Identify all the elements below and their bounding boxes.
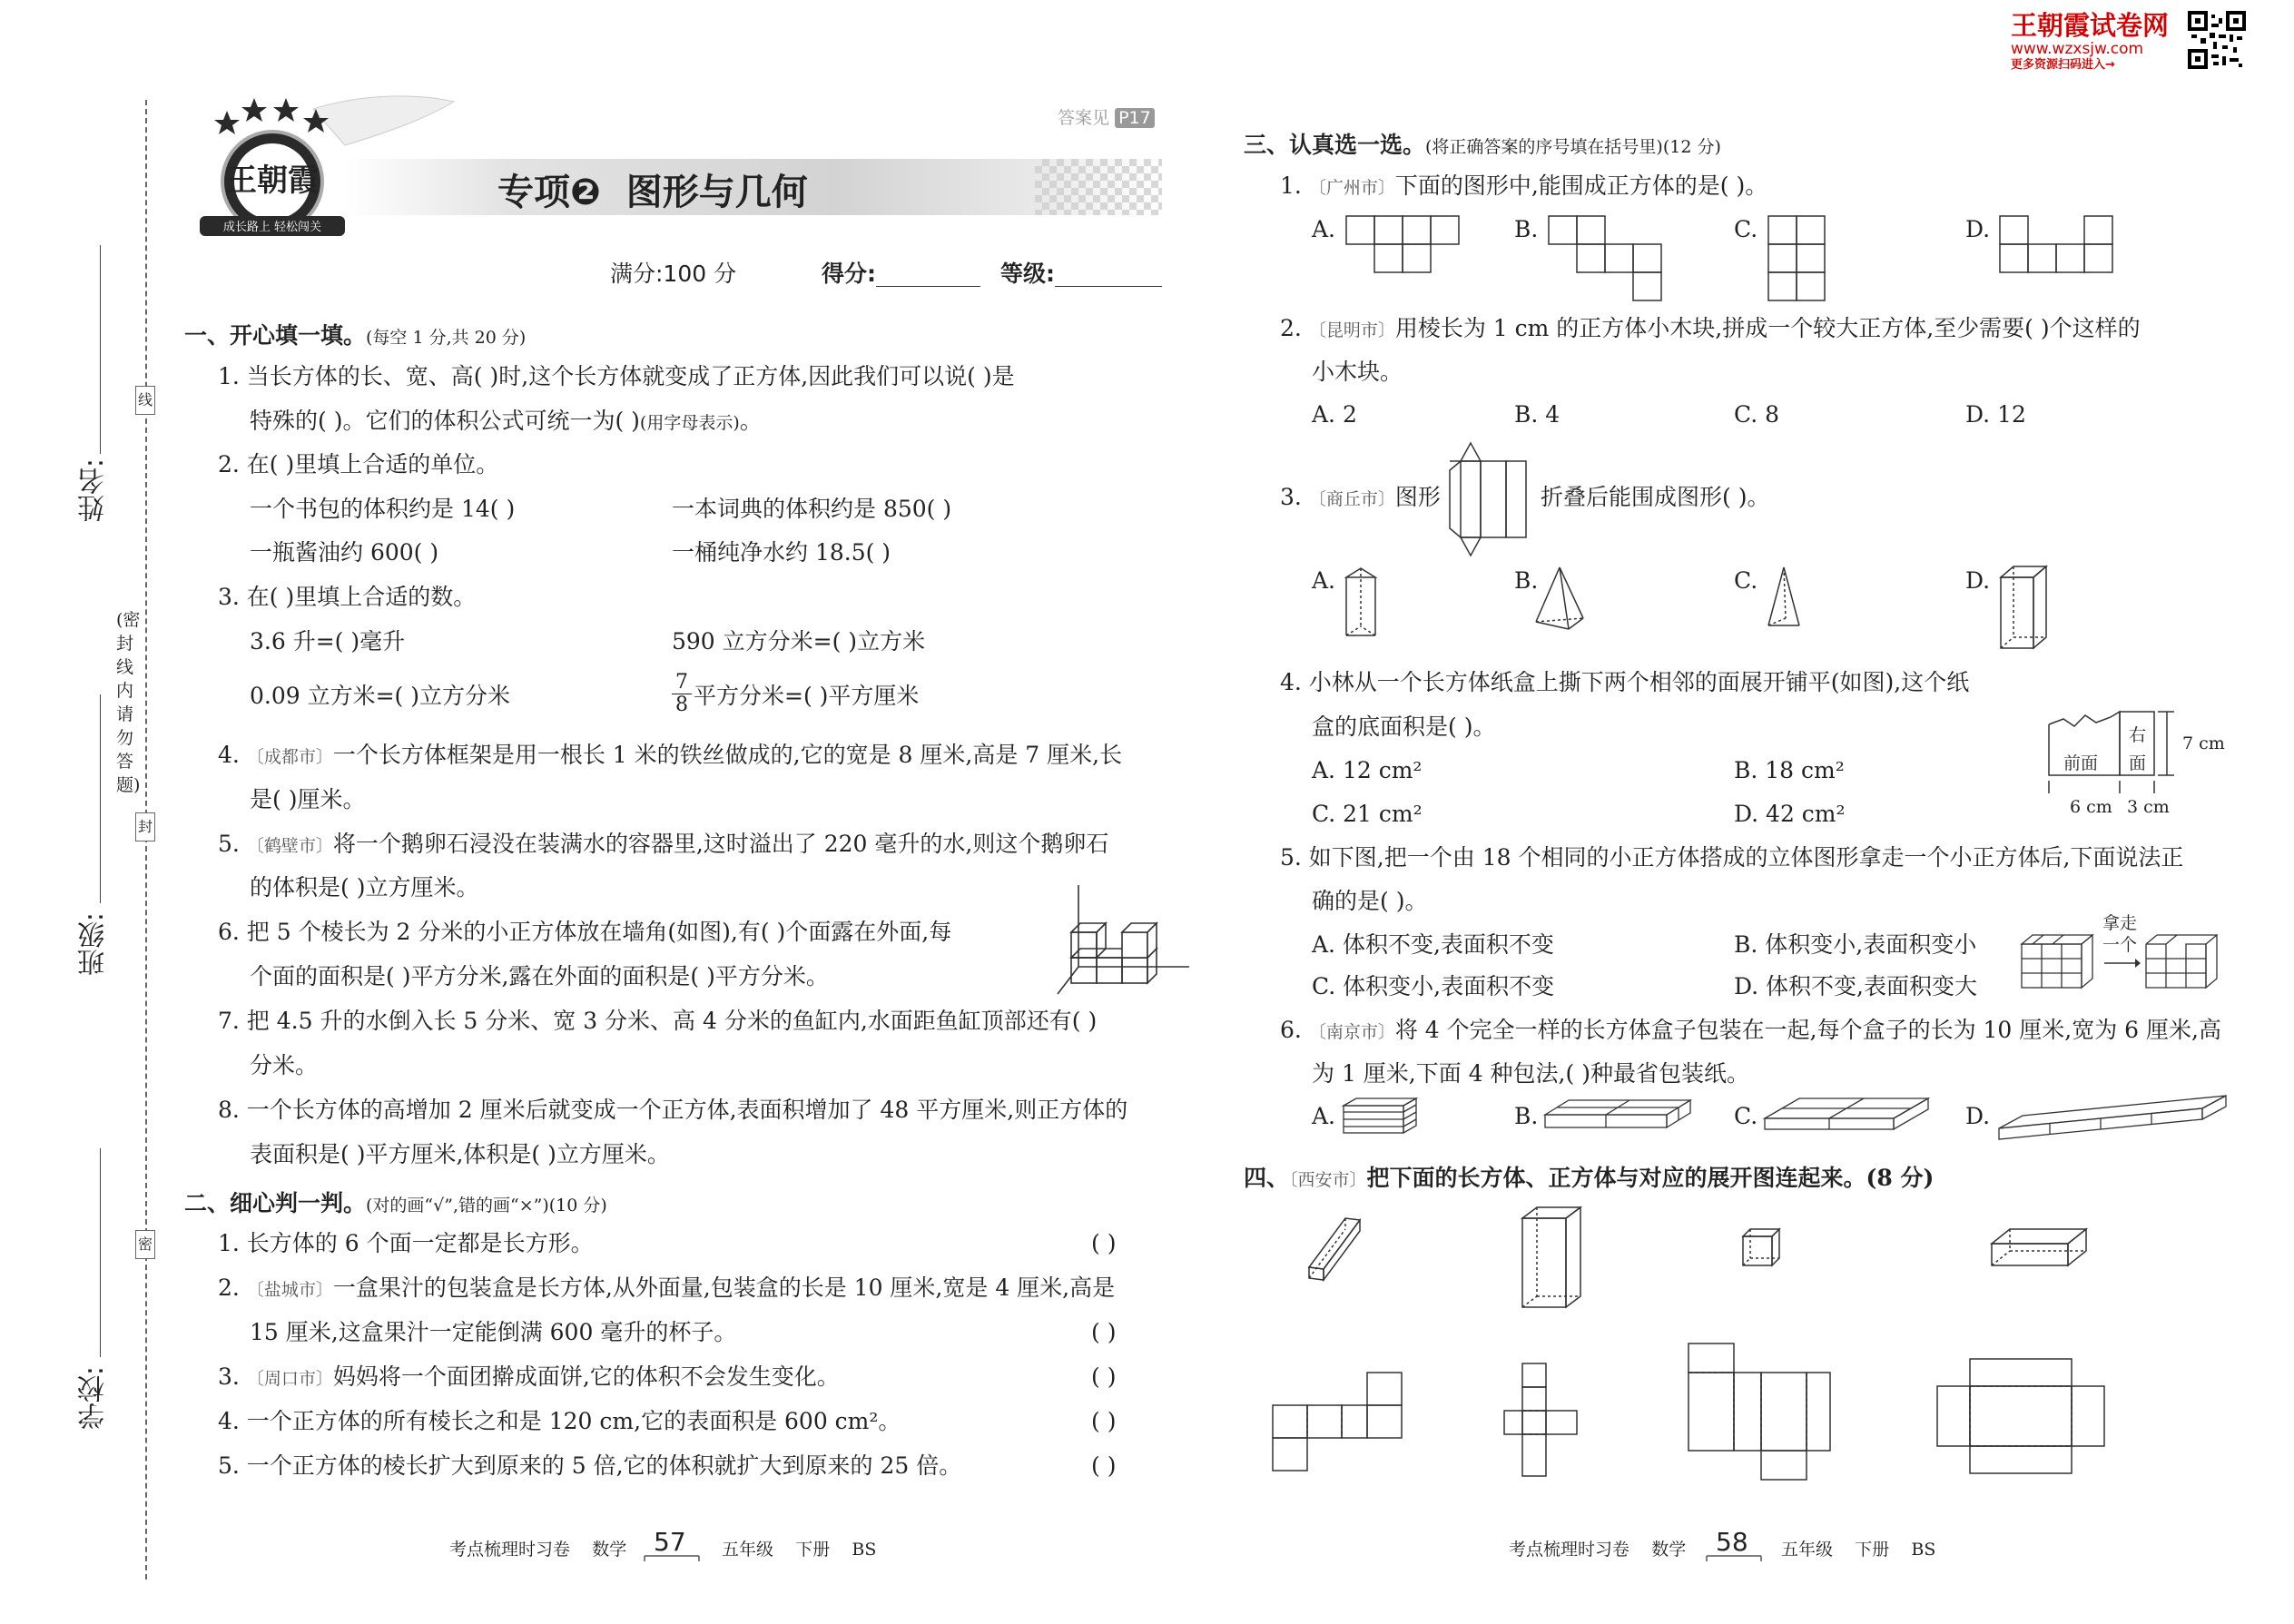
s1-q2c: 一瓶酱油约 600( ) xyxy=(250,539,439,566)
s3-q4-opt-a[interactable]: A. 12 cm² xyxy=(1312,757,1423,783)
s3-q3-region: 〔商丘市〕 xyxy=(1308,489,1395,509)
s3-q5-cubes-before xyxy=(2020,933,2097,989)
s3-q4-opt-c[interactable]: C. 21 cm² xyxy=(1312,801,1423,827)
s3-q6-opt-a[interactable]: A. xyxy=(1312,1103,1336,1129)
section2-title xyxy=(184,1186,607,1218)
s1-q3d: 平方分米=( )平方厘米 xyxy=(694,683,920,709)
s3-q4-opt-b[interactable]: B. 18 cm² xyxy=(1734,757,1845,783)
s3-q3-shape-a xyxy=(1341,565,1381,642)
s1-q6-line2: 个面的面积是( )平方分米,露在外面的面积是( )平方分米。 xyxy=(250,963,829,989)
s3-q2-opt-b[interactable]: B. 4 xyxy=(1514,401,1561,428)
s3-q4-right-label-2: 面 xyxy=(2129,753,2147,773)
section4-heading: 把下面的长方体、正方体与对应的展开图连起来。(8 分) xyxy=(1366,1165,1935,1191)
footer-right-grade xyxy=(1781,1536,1935,1560)
s2-q2-line2: 15 厘米,这盒果汁一定能倒满 600 毫升的杯子。 xyxy=(250,1319,737,1345)
s1-q5-text: 将一个鹅卵石浸没在装满水的容器里,这时溢出了 220 毫升的水,则这个鹅卵石 xyxy=(332,831,1109,857)
s3-q3-prism-net xyxy=(1450,443,1531,556)
s3-q5-opt-b[interactable]: B. 体积变小,表面积变小 xyxy=(1734,931,1977,958)
s2-q5: 5. 一个正方体的棱长扩大到原来的 5 倍,它的体积就扩大到原来的 25 倍。 xyxy=(218,1452,962,1479)
footer-book-right: 考点梳理时习卷 xyxy=(1509,1540,1630,1560)
section4-title xyxy=(1244,1160,1934,1193)
fraction-denominator: 8 xyxy=(675,694,688,716)
s3-q2-opt-a[interactable]: A. 2 xyxy=(1312,401,1357,428)
s3-q4-right-label-1: 右 xyxy=(2129,725,2147,745)
full-score: 满分:100 分 xyxy=(610,261,737,287)
footer-edition-right: BS xyxy=(1911,1540,1936,1560)
s3-q6-pack-d xyxy=(1997,1094,2229,1147)
s2-q4-answer[interactable]: ( ) xyxy=(1091,1408,1117,1434)
s3-q4-width2-label: 3 cm xyxy=(2127,797,2170,817)
title-text: 图形与几何 xyxy=(625,172,808,213)
s1-q8-line2: 表面积是( )平方厘米,体积是( )立方厘米。 xyxy=(250,1141,670,1167)
checker-pattern xyxy=(1035,159,1162,215)
s3-q4-height-label: 7 cm xyxy=(2182,733,2225,753)
fraction-numerator: 7 xyxy=(672,672,692,694)
s4-net-4[interactable] xyxy=(1935,1357,2108,1475)
s4-solid-long-prism[interactable] xyxy=(1307,1216,1366,1282)
s4-solid-flat-cuboid[interactable] xyxy=(1990,1227,2090,1268)
s3-q4-opt-d[interactable]: D. 42 cm² xyxy=(1734,801,1846,827)
grade-field[interactable] xyxy=(1055,286,1162,287)
s3-q3-opt-c[interactable]: C. xyxy=(1734,567,1758,594)
logo-sub: 成长路上 轻松闯关 xyxy=(222,221,322,234)
title-prefix: 专项 xyxy=(497,172,570,213)
s1-q3: 3. 在( )里填上合适的数。 xyxy=(218,584,477,610)
footer-left-grade xyxy=(722,1536,876,1560)
s3-q6-pack-b xyxy=(1543,1098,1693,1131)
s3-q2-line1: 2. 〔昆明市〕用棱长为 1 cm 的正方体小木块,拼成一个较大正方体,至少需要( )个这样的 xyxy=(1280,315,2141,341)
s2-q1: 1. 长方体的 6 个面一定都是长方形。 xyxy=(218,1230,594,1256)
answer-ref-label: 答案见 xyxy=(1058,108,1110,128)
s3-q3-line: 3. 〔商丘市〕图形 xyxy=(1280,484,1441,510)
s1-q1-text: 特殊的( )。它们的体积公式可统一为( ) xyxy=(250,408,640,434)
section3-heading: 三、认真选一选。 xyxy=(1244,132,1426,158)
s3-q5-arrow-icon xyxy=(2104,958,2141,969)
s3-q1-text: 下面的图形中,能围成正方体的是( )。 xyxy=(1394,172,1768,199)
s1-q3d-fraction xyxy=(672,672,692,716)
footer-edition: BS xyxy=(852,1540,877,1560)
school-underline[interactable] xyxy=(100,1148,101,1357)
section1-title xyxy=(184,318,526,350)
s1-q2b: 一本词典的体积约是 850( ) xyxy=(672,496,952,522)
s3-q3-shape-c xyxy=(1766,567,1802,631)
s3-q2-region: 〔昆明市〕 xyxy=(1308,320,1395,340)
s3-q3-text-b: 折叠后能围成图形( )。 xyxy=(1541,484,1770,510)
footer-term-right: 下册 xyxy=(1855,1540,1890,1560)
s2-q3-answer[interactable]: ( ) xyxy=(1091,1363,1117,1390)
binding-mark-line: 线 xyxy=(135,386,155,415)
s3-q1-net-c xyxy=(1768,216,1825,300)
s2-q4: 4. 一个正方体的所有棱长之和是 120 cm,它的表面积是 600 cm²。 xyxy=(218,1408,901,1434)
page-number-left: 57 xyxy=(654,1527,686,1557)
s2-q3-region: 〔周口市〕 xyxy=(246,1369,333,1389)
s1-q2d: 一桶纯净水约 18.5( ) xyxy=(672,539,891,566)
s3-q3-shape-b xyxy=(1532,567,1587,631)
footer-term: 下册 xyxy=(795,1540,831,1560)
s3-q4-line2: 盒的底面积是( )。 xyxy=(1312,714,1496,740)
s3-q1-net-a xyxy=(1346,216,1460,272)
s4-net-2[interactable] xyxy=(1502,1362,1580,1480)
s3-q5-arrow-label-2: 一个 xyxy=(2102,935,2138,955)
s3-q3-text-a: 图形 xyxy=(1394,484,1441,510)
page-title xyxy=(497,163,808,215)
s3-q5-cubes-after xyxy=(2144,933,2221,989)
s3-q5-opt-c[interactable]: C. 体积变小,表面积不变 xyxy=(1312,973,1555,999)
s2-q2-text: 一盒果汁的包装盒是长方体,从外面量,包装盒的长是 10 厘米,宽是 4 厘米,高是 xyxy=(332,1275,1116,1301)
s3-q5-line1: 5. 如下图,把一个由 18 个相同的小正方体搭成的立体图形拿走一个小正方体后,下面说法正 xyxy=(1280,844,2184,871)
s3-q3-shape-d xyxy=(1999,565,2049,651)
s3-q1-opt-a[interactable]: A. xyxy=(1312,216,1336,242)
s1-q1-note: (用字母表示) xyxy=(639,413,740,433)
site-url[interactable]: www.wzxsjw.com xyxy=(2011,40,2144,58)
s3-q2-opt-d[interactable]: D. 12 xyxy=(1965,401,2026,428)
s3-q6-line2: 为 1 厘米,下面 4 种包法,( )种最省包装纸。 xyxy=(1312,1060,1749,1087)
corner-cubes-figure xyxy=(1053,885,1198,999)
footer-subject: 数学 xyxy=(592,1540,627,1560)
section2-note: (对的画“√”,错的画“×”)(10 分) xyxy=(366,1196,607,1216)
s1-q5-line2: 的体积是( )立方厘米。 xyxy=(250,874,479,901)
s1-q4-region: 〔成都市〕 xyxy=(246,747,333,767)
section3-title xyxy=(1244,127,1721,160)
s3-q5-arrow-label-1: 拿走 xyxy=(2102,913,2138,933)
s3-q5-line2: 确的是( )。 xyxy=(1312,888,1428,914)
s1-q4-line1: 4. 〔成都市〕一个长方体框架是用一根长 1 米的铁丝做成的,它的宽是 8 厘米,高是 7 厘米,长 xyxy=(218,742,1123,768)
page-number-right-deco xyxy=(1707,1554,1761,1563)
s2-q5-answer[interactable]: ( ) xyxy=(1091,1452,1117,1479)
s3-q4-width1-label: 6 cm xyxy=(2070,797,2112,817)
s3-q2-line2: 小木块。 xyxy=(1312,359,1403,385)
grade-label: 等级: xyxy=(1000,261,1055,287)
footer-left xyxy=(449,1536,626,1560)
s3-q6-pack-c xyxy=(1763,1097,1931,1135)
s4-net-3[interactable] xyxy=(1687,1342,1832,1482)
s2-q1-answer[interactable]: ( ) xyxy=(1091,1230,1117,1256)
footer-grade-right: 五年级 xyxy=(1781,1540,1834,1560)
s3-q4-front-label: 前面 xyxy=(2063,753,2099,773)
s3-q3-opt-d[interactable]: D. xyxy=(1965,567,1991,594)
s3-q6-opt-c[interactable]: C. xyxy=(1734,1103,1758,1129)
s3-q1-opt-c[interactable]: C. xyxy=(1734,216,1758,242)
s1-q1-line2 xyxy=(250,408,763,437)
s1-q2: 2. 在( )里填上合适的单位。 xyxy=(218,451,499,477)
section2-heading: 二、细心判一判。 xyxy=(184,1190,367,1216)
s3-q5-opt-a[interactable]: A. 体积不变,表面积不变 xyxy=(1312,931,1554,958)
class-underline[interactable] xyxy=(100,694,101,903)
answer-ref xyxy=(1058,104,1155,129)
s3-q3-opt-b[interactable]: B. xyxy=(1514,567,1539,594)
class-label: 班级: xyxy=(78,912,110,977)
site-name: 王朝霞试卷网 xyxy=(2011,10,2170,41)
s1-q7-line2: 分米。 xyxy=(250,1052,319,1078)
s1-q3a: 3.6 升=( )毫升 xyxy=(250,628,406,655)
score-label: 得分: xyxy=(822,261,876,287)
s3-q6-region: 〔南京市〕 xyxy=(1308,1022,1395,1042)
section4-region: 〔西安市〕 xyxy=(1289,1170,1367,1190)
page-number-left-deco xyxy=(645,1554,699,1563)
s1-q5-line1: 5. 〔鹤壁市〕将一个鹅卵石浸没在装满水的容器里,这时溢出了 220 毫升的水,则这个鹅卵石 xyxy=(218,831,1109,857)
s3-q6-text: 将 4 个完全一样的长方体盒子包装在一起,每个盒子的长为 10 厘米,宽为 6 厘米,高 xyxy=(1394,1017,2221,1043)
s1-q7-line1: 7. 把 4.5 升的水倒入长 5 分米、宽 3 分米、高 4 分米的鱼缸内,水面距鱼缸顶部还有( ) xyxy=(218,1008,1098,1034)
s3-q5-opt-d[interactable]: D. 体积不变,表面积变大 xyxy=(1734,973,1977,999)
s3-q1-net-d xyxy=(2000,216,2112,272)
s3-q1: 1. 〔广州市〕下面的图形中,能围成正方体的是( )。 xyxy=(1280,172,1768,199)
s3-q6-opt-b[interactable]: B. xyxy=(1514,1103,1539,1129)
s1-q2a: 一个书包的体积约是 14( ) xyxy=(250,496,516,522)
s3-q3-opt-a[interactable]: A. xyxy=(1312,567,1336,594)
s1-q5-region: 〔鹤壁市〕 xyxy=(246,836,333,856)
s1-q4-line2: 是( )厘米。 xyxy=(250,786,366,812)
s1-q4-text: 一个长方体框架是用一根长 1 米的铁丝做成的,它的宽是 8 厘米,高是 7 厘米,长 xyxy=(332,742,1123,768)
s3-q1-opt-d[interactable]: D. xyxy=(1965,216,1991,242)
s2-q3-text: 妈妈将一个面团擀成面饼,它的体积不会发生变化。 xyxy=(332,1363,840,1390)
s3-q2-opt-c[interactable]: C. 8 xyxy=(1734,401,1780,428)
title-number: ❷ xyxy=(570,172,601,213)
s2-q2-region: 〔盐城市〕 xyxy=(246,1280,333,1300)
s3-q6-opt-d[interactable]: D. xyxy=(1965,1103,1991,1129)
site-tip: 更多资源扫码进入→ xyxy=(2011,58,2115,72)
school-label: 学校: xyxy=(78,1366,110,1431)
footer-grade: 五年级 xyxy=(722,1540,774,1560)
s1-q1-line1: 1. 当长方体的长、宽、高( )时,这个长方体就变成了正方体,因此我们可以说( )是 xyxy=(218,363,1015,389)
page-number-right: 58 xyxy=(1716,1527,1748,1557)
s1-q3b: 590 立方分米=( )立方米 xyxy=(672,628,926,655)
name-underline[interactable] xyxy=(100,245,101,454)
s3-q4-line1: 4. 小林从一个长方体纸盒上撕下两个相邻的面展开铺平(如图),这个纸 xyxy=(1280,669,1970,695)
s4-net-1[interactable] xyxy=(1271,1371,1403,1472)
s2-q2-line1: 2. 〔盐城市〕一盒果汁的包装盒是长方体,从外面量,包装盒的长是 10 厘米,宽是 4 厘米,高是 xyxy=(218,1275,1116,1301)
s2-q3: 3. 〔周口市〕妈妈将一个面团擀成面饼,它的体积不会发生变化。 xyxy=(218,1363,840,1390)
footer-book: 考点梳理时习卷 xyxy=(449,1540,571,1560)
logo-text: 王朝霞 xyxy=(226,162,319,199)
s3-q1-opt-b[interactable]: B. xyxy=(1514,216,1539,242)
answer-page-badge[interactable]: P17 xyxy=(1115,108,1155,128)
score-field[interactable] xyxy=(876,286,980,287)
section4-number: 四、 xyxy=(1244,1165,1290,1191)
footer-right xyxy=(1509,1536,1686,1560)
section1-note: (每空 1 分,共 20 分) xyxy=(366,328,527,348)
binding-mark-seal: 封 xyxy=(135,812,155,842)
s3-q1-region: 〔广州市〕 xyxy=(1308,178,1395,198)
s1-q1-end: 。 xyxy=(739,408,763,434)
s4-solid-cube[interactable] xyxy=(1741,1227,1782,1268)
qr-code-icon[interactable] xyxy=(2188,11,2246,69)
binding-mark-secret: 密 xyxy=(135,1230,155,1259)
s1-q8-line1: 8. 一个长方体的高增加 2 厘米后就变成一个正方体,表面积增加了 48 平方厘米,则正方体的 xyxy=(218,1097,1128,1123)
s3-q6-line1: 6. 〔南京市〕将 4 个完全一样的长方体盒子包装在一起,每个盒子的长为 10 厘米,宽为 6 厘米,高 xyxy=(1280,1017,2221,1043)
binding-notice: (密封线内请勿答题) xyxy=(116,610,141,795)
footer-subject-right: 数学 xyxy=(1651,1540,1687,1560)
name-label: 姓名: xyxy=(78,458,110,523)
section1-heading: 一、开心填一填。 xyxy=(184,322,367,349)
s1-q3c: 0.09 立方米=( )立方分米 xyxy=(250,683,511,709)
s4-solid-tall-cuboid[interactable] xyxy=(1521,1206,1584,1310)
s3-q1-net-b xyxy=(1549,216,1661,300)
section3-note: (将正确答案的序号填在括号里)(12 分) xyxy=(1425,137,1721,157)
s3-q6-pack-a xyxy=(1342,1097,1419,1135)
s3-q2-text: 用棱长为 1 cm 的正方体小木块,拼成一个较大正方体,至少需要( )个这样的 xyxy=(1394,315,2141,341)
s1-q6-line1: 6. 把 5 个棱长为 2 分米的小正方体放在墙角(如图),有( )个面露在外面,每 xyxy=(218,919,952,945)
s2-q2-answer[interactable]: ( ) xyxy=(1091,1319,1117,1345)
